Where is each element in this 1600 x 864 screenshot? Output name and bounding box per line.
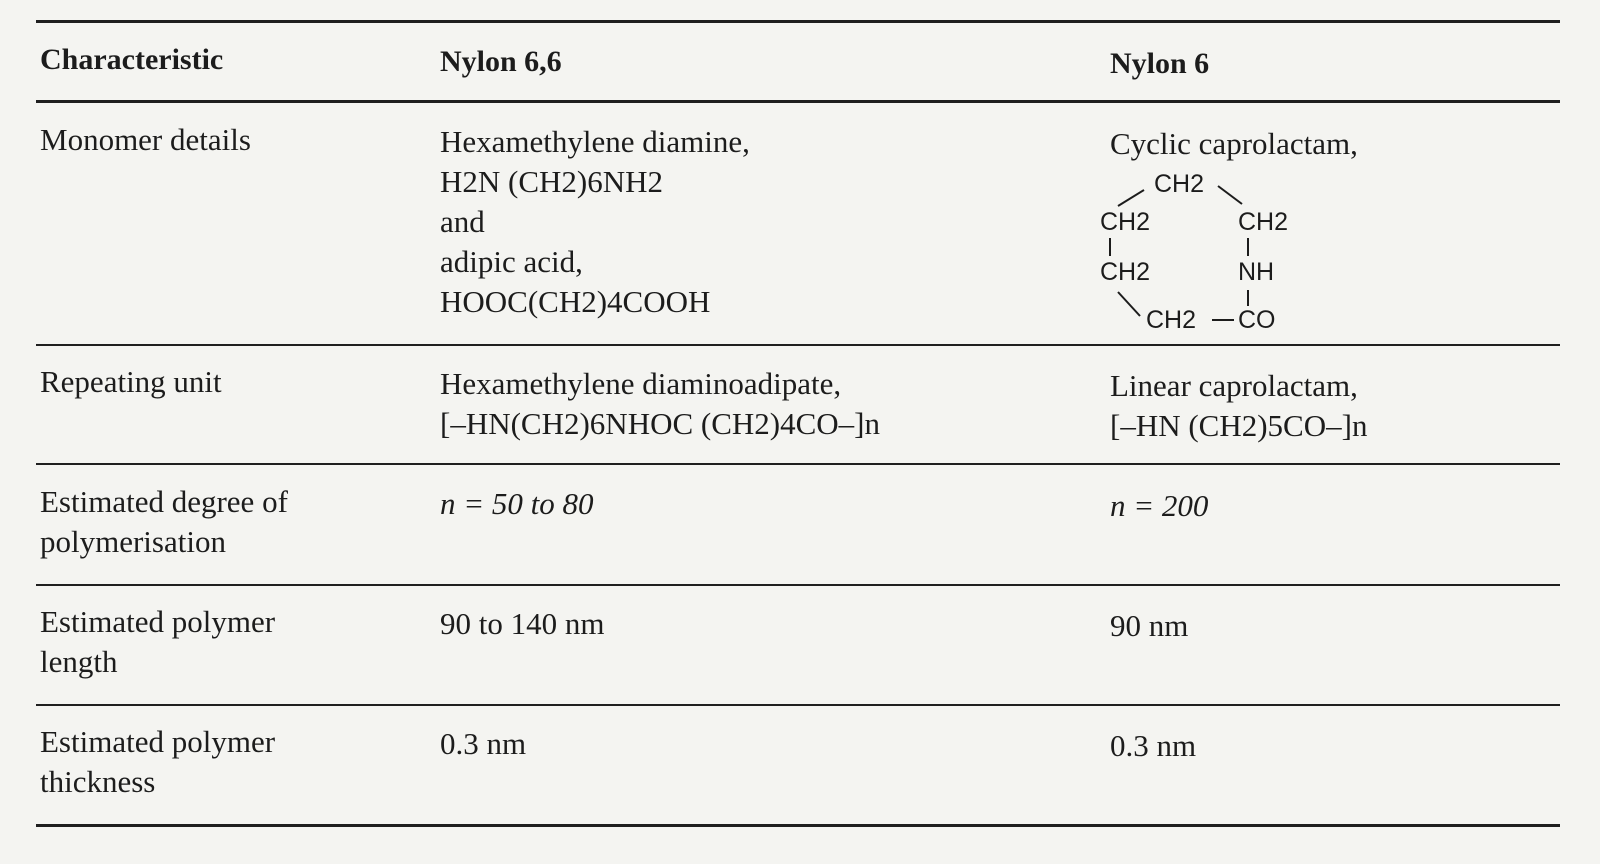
ring-atom-bottom-left: CH2	[1146, 306, 1197, 334]
value-text: 0.3 nm	[1110, 728, 1197, 763]
table-top-rule	[36, 20, 1560, 23]
monomer-line: adipic acid,	[440, 244, 583, 279]
row-label-monomer-details	[40, 120, 251, 160]
monomer-line: Cyclic caprolactam,	[1110, 126, 1358, 161]
header-characteristic: Characteristic	[40, 43, 224, 76]
ring-atom-upper-left: CH2	[1100, 208, 1151, 236]
label-line: polymerisation	[40, 524, 226, 559]
row-label-degree-of-polymerisation	[40, 482, 288, 562]
label-line: Estimated polymer	[40, 724, 276, 759]
row-divider	[36, 584, 1560, 586]
value-text: n = 50 to 80	[440, 486, 594, 521]
label-line: Estimated degree of	[40, 484, 288, 519]
nylon6-repeating-unit	[1110, 366, 1367, 446]
row-divider	[36, 344, 1560, 346]
monomer-line: and	[440, 204, 485, 239]
monomer-line: Hexamethylene diamine,	[440, 124, 750, 159]
ring-atom-nh: NH	[1238, 258, 1275, 286]
nylon66-polymer-thickness	[440, 724, 526, 764]
label-line: Repeating unit	[40, 364, 222, 399]
nylon6-polymer-length	[1110, 606, 1188, 646]
ring-atom-lower-left: CH2	[1100, 258, 1151, 286]
header-bottom-rule	[36, 100, 1560, 103]
nylon66-repeating-unit	[440, 364, 880, 444]
nylon66-degree-of-polymerisation	[440, 484, 594, 524]
nylon6-polymer-thickness	[1110, 726, 1196, 766]
bond-top-right	[1218, 186, 1242, 204]
header-nylon-6: Nylon 6	[1110, 47, 1210, 80]
row-label-repeating-unit	[40, 362, 222, 402]
bond-top-left	[1118, 190, 1144, 206]
monomer-formula: HOOC(CH2)4COOH	[440, 284, 711, 319]
nylon6-monomer-details	[1110, 124, 1358, 164]
ring-atom-upper-right: CH2	[1238, 208, 1289, 236]
table-bottom-rule	[36, 824, 1560, 827]
repeating-unit-formula: [–HN(CH2)6NHOC (CH2)4CO–]n	[440, 406, 880, 441]
label-line: thickness	[40, 764, 156, 799]
value-text: 90 nm	[1110, 608, 1189, 643]
nylon66-monomer-details	[440, 122, 750, 322]
label-line: Monomer details	[40, 122, 251, 157]
row-divider	[36, 463, 1560, 465]
repeating-unit-formula: [–HN (CH2)5CO–]n	[1110, 408, 1368, 443]
repeating-unit-name: Hexamethylene diaminoadipate,	[440, 366, 842, 401]
nylon66-polymer-length	[440, 604, 604, 644]
ring-atom-bottom-right: CO	[1238, 306, 1276, 334]
ring-atom-top: CH2	[1154, 170, 1205, 198]
header-nylon-66: Nylon 6,6	[440, 45, 562, 78]
label-line: length	[40, 644, 118, 679]
row-label-polymer-length	[40, 602, 275, 682]
row-divider	[36, 704, 1560, 706]
bond-lower-left-diagonal	[1118, 292, 1140, 316]
row-label-polymer-thickness	[40, 722, 275, 802]
value-text: 90 to 140 nm	[440, 606, 605, 641]
nylon6-degree-of-polymerisation	[1110, 486, 1208, 526]
value-text: 0.3 nm	[440, 726, 527, 761]
repeating-unit-name: Linear caprolactam,	[1110, 368, 1358, 403]
monomer-formula: H2N (CH2)6NH2	[440, 164, 664, 199]
value-text: n = 200	[1110, 488, 1209, 523]
label-line: Estimated polymer	[40, 604, 276, 639]
caprolactam-ring-structure	[1100, 164, 1330, 344]
